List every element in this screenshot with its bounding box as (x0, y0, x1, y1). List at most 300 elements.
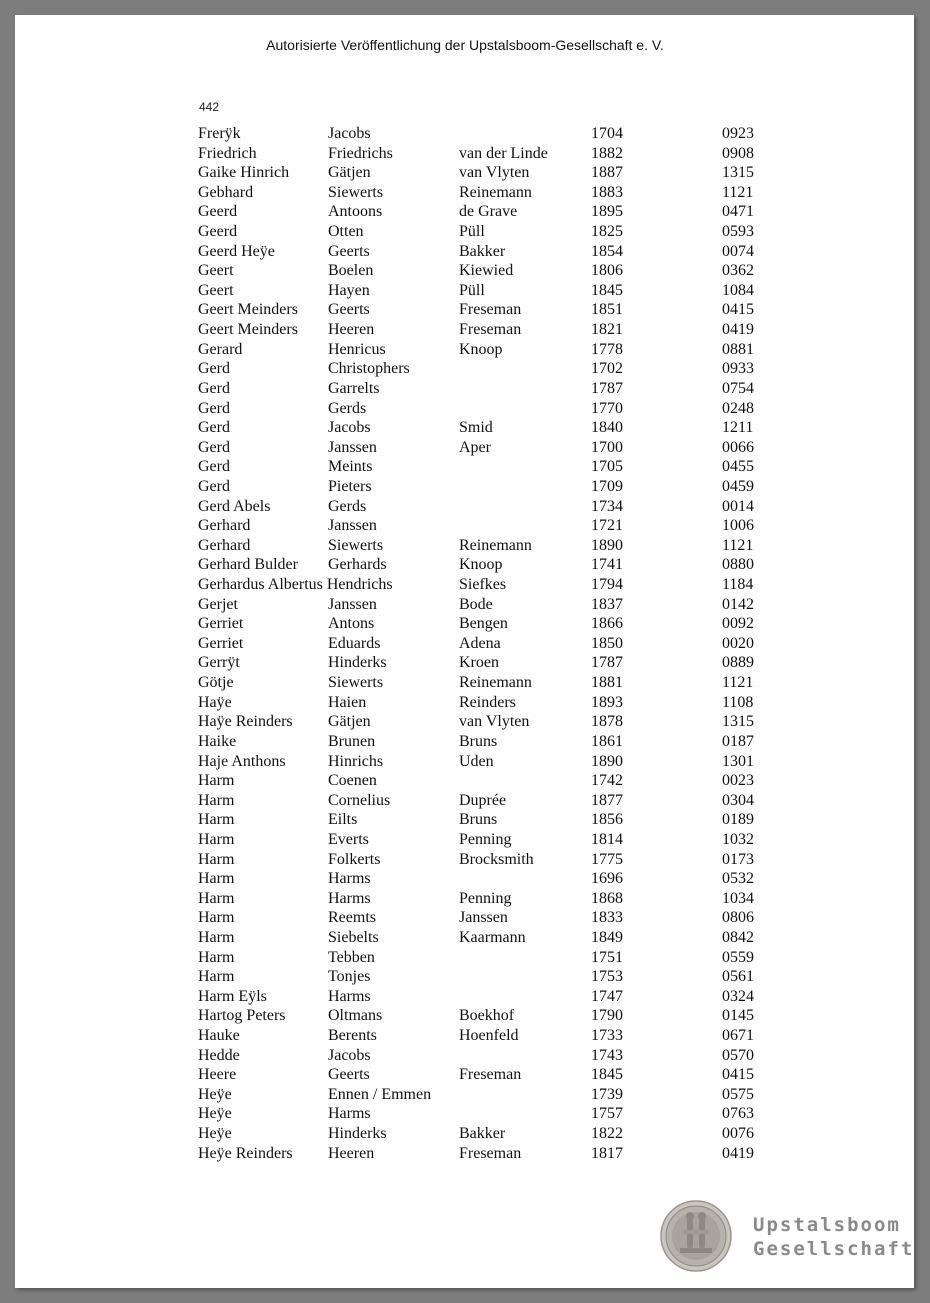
given-name-cell: Hartog Peters (198, 1007, 286, 1025)
year-cell: 1775 (591, 850, 623, 868)
reference-number-cell: 1211 (722, 419, 754, 437)
given-name-cell: Harm (198, 928, 235, 946)
year-cell: 1700 (591, 438, 623, 456)
year-cell: 1757 (591, 1105, 623, 1123)
year-cell: 1887 (591, 164, 623, 182)
surname-cell: van der Linde (459, 144, 548, 162)
reference-number-cell: 0142 (722, 595, 754, 613)
year-cell: 1753 (591, 968, 623, 986)
given-name-cell: Gerd Abels (198, 497, 271, 515)
patronymic-cell: Siewerts (328, 183, 384, 201)
year-cell: 1709 (591, 477, 623, 495)
logo-text (753, 1213, 914, 1261)
register-row (0, 163, 930, 183)
surname-cell: Knoop (459, 340, 503, 358)
given-name-cell: Hauke (198, 1027, 240, 1045)
given-name-cell: Harm (198, 870, 235, 888)
surname-cell: Freseman (459, 321, 522, 339)
surname-cell: Smid (459, 419, 493, 437)
given-name-cell: Geerd (198, 203, 238, 221)
register-row (0, 183, 930, 203)
given-name-cell: Gerhard (198, 536, 251, 554)
year-cell: 1845 (591, 1066, 623, 1084)
patronymic-cell: Meints (328, 458, 373, 476)
surname-cell: Freseman (459, 1144, 522, 1162)
register-row (0, 614, 930, 634)
register-row (0, 987, 930, 1007)
patronymic-cell: Geerts (328, 242, 370, 260)
given-name-cell: Harm (198, 948, 235, 966)
register-row (0, 497, 930, 517)
reference-number-cell: 0419 (722, 321, 754, 339)
reference-number-cell: 0671 (722, 1027, 754, 1045)
surname-cell: Kroen (459, 654, 499, 672)
reference-number-cell: 1108 (722, 693, 754, 711)
reference-number-cell: 1121 (722, 536, 754, 554)
register-row (0, 555, 930, 575)
given-name-cell: Gerd (198, 458, 230, 476)
surname-cell: Bakker (459, 242, 506, 260)
reference-number-cell: 1032 (722, 830, 754, 848)
year-cell: 1882 (591, 144, 623, 162)
given-name-cell: Geert Meinders (198, 301, 298, 319)
patronymic-cell: Harms (328, 889, 371, 907)
given-name-cell: Gerard (198, 340, 243, 358)
year-cell: 1733 (591, 1027, 623, 1045)
surname-cell: Bruns (459, 732, 498, 750)
register-row (0, 536, 930, 556)
given-name-cell: Gerd (198, 379, 230, 397)
reference-number-cell: 0419 (722, 1144, 754, 1162)
given-name-cell: Heere (198, 1066, 237, 1084)
surname-cell: Aper (459, 438, 491, 456)
patronymic-cell: Berents (328, 1027, 377, 1045)
year-cell: 1850 (591, 634, 623, 652)
surname-cell: Siefkes (459, 576, 507, 594)
year-cell: 1787 (591, 654, 623, 672)
year-cell: 1741 (591, 556, 623, 574)
register-row (0, 693, 930, 713)
reference-number-cell: 0415 (722, 1066, 754, 1084)
year-cell: 1877 (591, 791, 623, 809)
register-row (0, 281, 930, 301)
year-cell: 1825 (591, 223, 623, 241)
given-name-cell: Frerÿk (198, 125, 241, 142)
surname-cell: Reinemann (459, 183, 532, 201)
patronymic-cell: Antoons (328, 203, 383, 221)
reference-number-cell: 0559 (722, 948, 754, 966)
register-row (0, 1006, 930, 1026)
reference-number-cell: 1315 (722, 164, 754, 182)
reference-number-cell: 1121 (722, 183, 754, 201)
reference-number-cell: 0076 (722, 1125, 754, 1143)
reference-number-cell: 1006 (722, 517, 754, 535)
year-cell: 1868 (591, 889, 623, 907)
register-row (0, 359, 930, 379)
reference-number-cell: 0923 (722, 125, 754, 142)
patronymic-cell: Folkerts (328, 850, 381, 868)
patronymic-cell: Janssen (328, 517, 377, 535)
register-row (0, 399, 930, 419)
year-cell: 1705 (591, 458, 623, 476)
year-cell: 1893 (591, 693, 623, 711)
register-row (0, 752, 930, 772)
reference-number-cell: 0459 (722, 477, 754, 495)
given-name-cell: Harm Eÿls (198, 987, 267, 1005)
year-cell: 1851 (591, 301, 623, 319)
surname-cell: Reinemann (459, 674, 532, 692)
given-name-cell: Hedde (198, 1046, 240, 1064)
given-name-cell: Gerd (198, 438, 230, 456)
reference-number-cell: 0532 (722, 870, 754, 888)
register-row (0, 379, 930, 399)
given-name-cell: Harm (198, 889, 235, 907)
year-cell: 1890 (591, 536, 623, 554)
reference-number-cell: 0092 (722, 615, 754, 633)
register-row (0, 144, 930, 164)
patronymic-cell: Jacobs (328, 125, 371, 142)
year-cell: 1814 (591, 830, 623, 848)
year-cell: 1743 (591, 1046, 623, 1064)
given-name-cell: Harm (198, 909, 235, 927)
patronymic-cell: Pieters (328, 477, 372, 495)
surname-cell: Kaarmann (459, 928, 526, 946)
surname-cell: Freseman (459, 301, 522, 319)
year-cell: 1787 (591, 379, 623, 397)
patronymic-cell: Otten (328, 223, 364, 241)
register-row (0, 850, 930, 870)
given-name-cell: Harm (198, 968, 235, 986)
reference-number-cell: 0806 (722, 909, 754, 927)
reference-number-cell: 0066 (722, 438, 754, 456)
given-name-cell: Heÿe (198, 1085, 232, 1103)
year-cell: 1778 (591, 340, 623, 358)
register-row (0, 967, 930, 987)
logo-text-line-2: Gesellschaft (753, 1238, 915, 1260)
patronymic-cell: Janssen (328, 595, 377, 613)
register-row (0, 712, 930, 732)
surname-cell: van Vlyten (459, 164, 530, 182)
register-row (0, 457, 930, 477)
patronymic-cell: Friedrichs (328, 144, 393, 162)
surname-cell: Penning (459, 830, 512, 848)
surname-cell: Brocksmith (459, 850, 534, 868)
patronymic-cell: Oltmans (328, 1007, 383, 1025)
surname-cell: Janssen (459, 909, 508, 927)
year-cell: 1721 (591, 517, 623, 535)
reference-number-cell: 1121 (722, 674, 754, 692)
register-row (0, 1124, 930, 1144)
register-row (0, 732, 930, 752)
patronymic-cell: Antons (328, 615, 375, 633)
patronymic-cell: Gerhards (328, 556, 387, 574)
reference-number-cell: 0020 (722, 634, 754, 652)
register-row (0, 222, 930, 242)
patronymic-cell: Heeren (328, 1144, 375, 1162)
given-name-cell: Heÿe Reinders (198, 1144, 293, 1162)
year-cell: 1833 (591, 909, 623, 927)
register-row (0, 771, 930, 791)
patronymic-cell: Everts (328, 830, 369, 848)
register-row (0, 791, 930, 811)
patronymic-cell: Gätjen (328, 713, 371, 731)
surname-cell: Adena (459, 634, 501, 652)
given-name-cell: Harm (198, 791, 235, 809)
reference-number-cell: 0415 (722, 301, 754, 319)
year-cell: 1881 (591, 674, 623, 692)
surname-cell: de Grave (459, 203, 518, 221)
surname-cell: Knoop (459, 556, 503, 574)
reference-number-cell: 0575 (722, 1085, 754, 1103)
register-row (0, 1144, 930, 1164)
register-row (0, 869, 930, 889)
year-cell: 1822 (591, 1125, 623, 1143)
register-row (0, 418, 930, 438)
register-row (0, 320, 930, 340)
reference-number-cell: 0189 (722, 811, 754, 829)
register-row (0, 673, 930, 693)
patronymic-cell: Haien (328, 693, 367, 711)
patronymic-cell: Harms (328, 987, 371, 1005)
patronymic-cell: Gerds (328, 399, 367, 417)
patronymic-cell: Ennen / Emmen (328, 1085, 432, 1103)
register-row (0, 124, 930, 144)
given-name-cell: Gerd (198, 419, 230, 437)
patronymic-cell: Tebben (328, 948, 375, 966)
surname-cell: Bode (459, 595, 493, 613)
reference-number-cell: 0561 (722, 968, 754, 986)
year-cell: 1794 (591, 576, 623, 594)
reference-number-cell: 0324 (722, 987, 754, 1005)
given-name-cell: Gerriet (198, 615, 244, 633)
surname-cell: Duprée (459, 791, 507, 809)
register-row (0, 634, 930, 654)
register-row (0, 438, 930, 458)
patronymic-cell: Cornelius (328, 791, 391, 809)
register-row (0, 261, 930, 281)
year-cell: 1883 (591, 183, 623, 201)
year-cell: 1702 (591, 360, 623, 378)
year-cell: 1837 (591, 595, 623, 613)
year-cell: 1739 (591, 1085, 623, 1103)
patronymic-cell: Harms (328, 1105, 371, 1123)
year-cell: 1742 (591, 772, 623, 790)
reference-number-cell: 1084 (722, 281, 754, 299)
given-name-cell: Gerriet (198, 634, 244, 652)
given-name-cell: Geert Meinders (198, 321, 298, 339)
register-row (0, 575, 930, 595)
reference-number-cell: 0763 (722, 1105, 754, 1123)
given-name-cell: Geerd Heÿe (198, 242, 275, 260)
given-name-cell: Haike (198, 732, 237, 750)
register-row (0, 1085, 930, 1105)
year-cell: 1895 (591, 203, 623, 221)
surname-cell: Boekhof (459, 1007, 515, 1025)
patronymic-cell: Hayen (328, 281, 370, 299)
year-cell: 1866 (591, 615, 623, 633)
given-name-cell: Gerd (198, 399, 230, 417)
register-row (0, 908, 930, 928)
surname-cell: Freseman (459, 1066, 522, 1084)
register-row (0, 810, 930, 830)
patronymic-cell: Heeren (328, 321, 375, 339)
register-row (0, 340, 930, 360)
given-name-cell: Gerhard Bulder (198, 556, 298, 574)
reference-number-cell: 0908 (722, 144, 754, 162)
reference-number-cell: 0173 (722, 850, 754, 868)
given-name-cell: Haÿe Reinders (198, 713, 293, 731)
surname-cell: Bengen (459, 615, 508, 633)
reference-number-cell: 0187 (722, 732, 754, 750)
patronymic-cell: Gätjen (328, 164, 371, 182)
surname-cell: Hoenfeld (459, 1027, 519, 1045)
seal-icon (660, 1200, 732, 1272)
year-cell: 1840 (591, 419, 623, 437)
surname-cell: Bruns (459, 811, 498, 829)
year-cell: 1751 (591, 948, 623, 966)
register-row (0, 1046, 930, 1066)
page-header: Autorisierte Veröffentlichung der Upstalsboom-Gesellschaft e. V. (266, 37, 664, 53)
year-cell: 1854 (591, 242, 623, 260)
given-name-cell: Gerd (198, 477, 230, 495)
reference-number-cell: 0248 (722, 399, 754, 417)
surname-cell: Püll (459, 223, 485, 241)
register-row (0, 928, 930, 948)
reference-number-cell: 0362 (722, 262, 754, 280)
patronymic-cell: Eduards (328, 634, 381, 652)
year-cell: 1856 (591, 811, 623, 829)
given-name-cell: Geert (198, 281, 234, 299)
reference-number-cell: 1301 (722, 752, 754, 770)
register-row (0, 477, 930, 497)
patronymic-cell: Tonjes (328, 968, 371, 986)
reference-number-cell: 0881 (722, 340, 754, 358)
register-row (0, 653, 930, 673)
year-cell: 1878 (591, 713, 623, 731)
year-cell: 1806 (591, 262, 623, 280)
reference-number-cell: 0754 (722, 379, 754, 397)
name-register-table (0, 124, 930, 1163)
given-name-cell: Gerjet (198, 595, 238, 613)
reference-number-cell: 0880 (722, 556, 754, 574)
reference-number-cell: 0145 (722, 1007, 754, 1025)
year-cell: 1770 (591, 399, 623, 417)
patronymic-cell: Siewerts (328, 674, 384, 692)
given-name-cell: Geert (198, 262, 234, 280)
register-row (0, 595, 930, 615)
year-cell: 1849 (591, 928, 623, 946)
patronymic-cell: Brunen (328, 732, 376, 750)
given-name-cell: Haÿe (198, 693, 232, 711)
register-row (0, 948, 930, 968)
surname-cell: Reinemann (459, 536, 532, 554)
given-name-cell: Harm (198, 772, 235, 790)
reference-number-cell: 0570 (722, 1046, 754, 1064)
patronymic-cell: Garrelts (328, 379, 380, 397)
given-name-cell: Friedrich (198, 144, 257, 162)
surname-cell: Uden (459, 752, 494, 770)
surname-cell: van Vlyten (459, 713, 530, 731)
year-cell: 1890 (591, 752, 623, 770)
year-cell: 1790 (591, 1007, 623, 1025)
register-row (0, 1065, 930, 1085)
reference-number-cell: 1184 (722, 576, 754, 594)
reference-number-cell: 0593 (722, 223, 754, 241)
given-name-cell: Geerd (198, 223, 238, 241)
year-cell: 1747 (591, 987, 623, 1005)
given-name-cell: Haje Anthons (198, 752, 286, 770)
patronymic-cell: Boelen (328, 262, 374, 280)
given-name-cell: Götje (198, 674, 234, 692)
register-row (0, 1104, 930, 1124)
patronymic-cell: Henricus (328, 340, 386, 358)
given-name-cell: Heÿe (198, 1125, 232, 1143)
patronymic-cell: Hinderks (328, 1125, 387, 1143)
given-name-cell: Heÿe (198, 1105, 232, 1123)
year-cell: 1821 (591, 321, 623, 339)
upstalsboom-logo (660, 1200, 915, 1278)
given-name-cell: Harm (198, 830, 235, 848)
patronymic-cell: Harms (328, 870, 371, 888)
patronymic-cell: Hinrichs (328, 752, 384, 770)
patronymic-cell: Jacobs (328, 419, 371, 437)
reference-number-cell: 0023 (722, 772, 754, 790)
year-cell: 1696 (591, 870, 623, 888)
patronymic-cell: Geerts (328, 1066, 370, 1084)
given-name-cell: Harm (198, 850, 235, 868)
reference-number-cell: 0842 (722, 928, 754, 946)
register-row (0, 1026, 930, 1046)
patronymic-cell: Jacobs (328, 1046, 371, 1064)
register-row (0, 242, 930, 262)
reference-number-cell: 0014 (722, 497, 754, 515)
surname-cell: Bakker (459, 1125, 506, 1143)
patronymic-cell: Hinderks (328, 654, 387, 672)
surname-cell: Püll (459, 281, 485, 299)
patronymic-cell: Janssen (328, 438, 377, 456)
reference-number-cell: 0471 (722, 203, 754, 221)
patronymic-cell: Eilts (328, 811, 358, 829)
register-row (0, 300, 930, 320)
patronymic-cell: Reemts (328, 909, 376, 927)
patronymic-cell: Siewerts (328, 536, 384, 554)
year-cell: 1845 (591, 281, 623, 299)
reference-number-cell: 1315 (722, 713, 754, 731)
year-cell: 1817 (591, 1144, 623, 1162)
given-name-cell: Gebhard (198, 183, 254, 201)
reference-number-cell: 0455 (722, 458, 754, 476)
year-cell: 1861 (591, 732, 623, 750)
surname-cell: Reinders (459, 693, 516, 711)
patronymic-cell: Geerts (328, 301, 370, 319)
year-cell: 1704 (591, 125, 623, 142)
register-row (0, 830, 930, 850)
given-name-cell: Gerhardus Albertus Hendrichs (198, 576, 393, 594)
reference-number-cell: 0074 (722, 242, 754, 260)
reference-number-cell: 0304 (722, 791, 754, 809)
given-name-cell: Gerd (198, 360, 230, 378)
register-row (0, 202, 930, 222)
page-number: 442 (199, 100, 220, 114)
given-name-cell: Harm (198, 811, 235, 829)
reference-number-cell: 1034 (722, 889, 754, 907)
patronymic-cell: Christophers (328, 360, 410, 378)
given-name-cell: Gaike Hinrich (198, 164, 290, 182)
reference-number-cell: 0933 (722, 360, 754, 378)
patronymic-cell: Siebelts (328, 928, 379, 946)
logo-text-line-1: Upstalsboom (753, 1214, 901, 1236)
given-name-cell: Gerhard (198, 517, 251, 535)
